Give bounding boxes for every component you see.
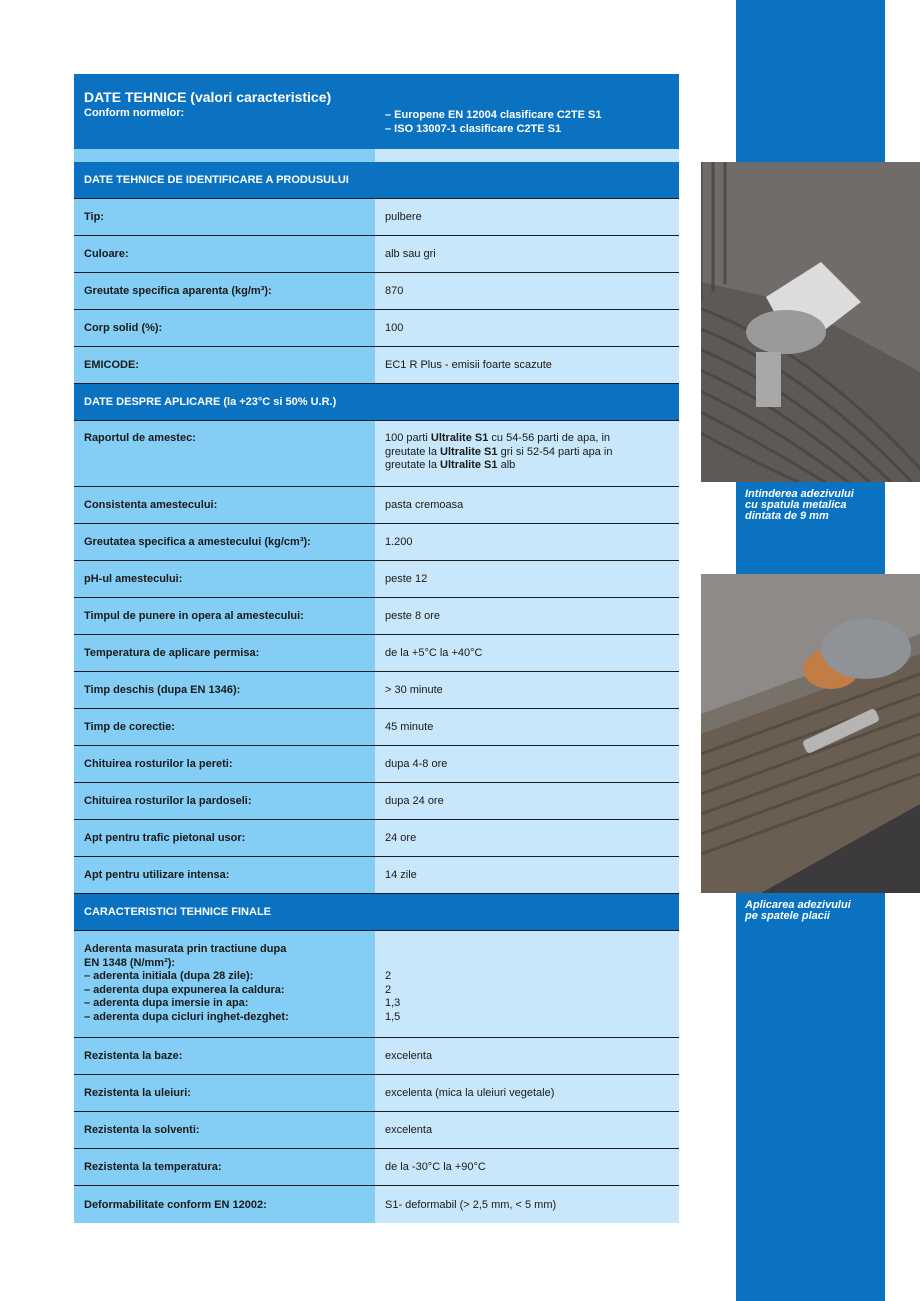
row-label: Aderenta masurata prin tractiune dupa EN 1348 (N/mm²): – aderenta initiala (dupa 28 zile): – aderenta dupa expunerea la caldura: – aderenta dupa imersie in apa: – aderenta dupa cicluri inghet-dezghet: bbox=[74, 931, 375, 1037]
table-row bbox=[74, 1112, 679, 1149]
table-row bbox=[74, 820, 679, 857]
row-label: Chituirea rosturilor la pardoseli: bbox=[74, 783, 375, 819]
table-row bbox=[74, 347, 679, 384]
caption-photo-2: Aplicarea adezivului pe spatele placii bbox=[745, 899, 851, 922]
row-label: Rezistenta la temperatura: bbox=[74, 1149, 375, 1185]
row-label: Greutatea specifica a amestecului (kg/cm³): bbox=[74, 524, 375, 560]
table-row bbox=[74, 310, 679, 347]
row-value: alb sau gri bbox=[375, 236, 679, 272]
row-value: 14 zile bbox=[375, 857, 679, 893]
page-title: DATE TEHNICE (valori caracteristice) bbox=[84, 89, 332, 105]
row-label: Timp de corectie: bbox=[74, 709, 375, 745]
table-row bbox=[74, 1149, 679, 1186]
table-row bbox=[74, 635, 679, 672]
row-label: Raportul de amestec: bbox=[74, 421, 375, 486]
row-value: 45 minute bbox=[375, 709, 679, 745]
row-label: Rezistenta la uleiuri: bbox=[74, 1075, 375, 1111]
row-value: dupa 24 ore bbox=[375, 783, 679, 819]
table-row bbox=[74, 857, 679, 894]
table-row bbox=[74, 1186, 679, 1223]
row-label: Deformabilitate conform EN 12002: bbox=[74, 1186, 375, 1223]
row-value: pasta cremoasa bbox=[375, 487, 679, 523]
row-label: pH-ul amestecului: bbox=[74, 561, 375, 597]
table-row bbox=[74, 236, 679, 273]
row-value: 1.200 bbox=[375, 524, 679, 560]
row-value: peste 12 bbox=[375, 561, 679, 597]
row-label: Chituirea rosturilor la pereti: bbox=[74, 746, 375, 782]
table-row bbox=[74, 487, 679, 524]
row-label: Timpul de punere in opera al amestecului: bbox=[74, 598, 375, 634]
table-header bbox=[74, 74, 679, 149]
row-value: pulbere bbox=[375, 199, 679, 235]
table-row bbox=[74, 783, 679, 820]
row-label: Tip: bbox=[74, 199, 375, 235]
table-row bbox=[74, 709, 679, 746]
spacer-band bbox=[74, 149, 679, 162]
row-value: S1- deformabil (> 2,5 mm, < 5 mm) bbox=[375, 1186, 679, 1223]
table-row bbox=[74, 561, 679, 598]
table-row bbox=[74, 524, 679, 561]
photo-spreading-adhesive bbox=[701, 162, 920, 482]
table-row-mixing-ratio bbox=[74, 421, 679, 487]
row-value: excelenta (mica la uleiuri vegetale) bbox=[375, 1075, 679, 1111]
row-label: Apt pentru trafic pietonal usor: bbox=[74, 820, 375, 856]
table-row-adherence bbox=[74, 931, 679, 1038]
row-value: excelenta bbox=[375, 1112, 679, 1148]
norms-label: Conform normelor: bbox=[84, 107, 185, 119]
row-label: Apt pentru utilizare intensa: bbox=[74, 857, 375, 893]
row-label: Culoare: bbox=[74, 236, 375, 272]
technical-data-table bbox=[74, 74, 679, 1223]
row-label: Timp deschis (dupa EN 1346): bbox=[74, 672, 375, 708]
row-label: Consistenta amestecului: bbox=[74, 487, 375, 523]
photo-back-buttering bbox=[701, 574, 920, 893]
section-identification: DATE TEHNICE DE IDENTIFICARE A PRODUSULUI bbox=[74, 162, 679, 199]
row-label: Temperatura de aplicare permisa: bbox=[74, 635, 375, 671]
row-label: Rezistenta la baze: bbox=[74, 1038, 375, 1074]
table-row bbox=[74, 746, 679, 783]
table-row bbox=[74, 273, 679, 310]
row-label: Rezistenta la solventi: bbox=[74, 1112, 375, 1148]
row-value: > 30 minute bbox=[375, 672, 679, 708]
table-row bbox=[74, 598, 679, 635]
norms-list: – Europene EN 12004 clasificare C2TE S1 – ISO 13007-1 clasificare C2TE S1 bbox=[385, 109, 602, 135]
row-value: de la -30°C la +90°C bbox=[375, 1149, 679, 1185]
row-label: Greutate specifica aparenta (kg/m³): bbox=[74, 273, 375, 309]
row-value: 24 ore bbox=[375, 820, 679, 856]
table-row bbox=[74, 199, 679, 236]
row-value: excelenta bbox=[375, 1038, 679, 1074]
row-value: de la +5°C la +40°C bbox=[375, 635, 679, 671]
table-row bbox=[74, 1038, 679, 1075]
row-value: dupa 4-8 ore bbox=[375, 746, 679, 782]
section-final: CARACTERISTICI TEHNICE FINALE bbox=[74, 894, 679, 931]
row-value: peste 8 ore bbox=[375, 598, 679, 634]
row-value: 870 bbox=[375, 273, 679, 309]
section-application: DATE DESPRE APLICARE (la +23°C si 50% U.R.) bbox=[74, 384, 679, 421]
row-value: EC1 R Plus - emisii foarte scazute bbox=[375, 347, 679, 383]
row-value: 2 2 1,3 1,5 bbox=[375, 931, 679, 1037]
table-row bbox=[74, 1075, 679, 1112]
caption-photo-1: Intinderea adezivului cu spatula metalica dintata de 9 mm bbox=[745, 488, 854, 522]
row-value: 100 parti Ultralite S1 cu 54-56 parti de apa, in greutate la Ultralite S1 gri si 52-54 parti apa in greutate la Ultralite S1 alb bbox=[375, 421, 679, 486]
row-label: Corp solid (%): bbox=[74, 310, 375, 346]
row-label: EMICODE: bbox=[74, 347, 375, 383]
table-row bbox=[74, 672, 679, 709]
row-value: 100 bbox=[375, 310, 679, 346]
